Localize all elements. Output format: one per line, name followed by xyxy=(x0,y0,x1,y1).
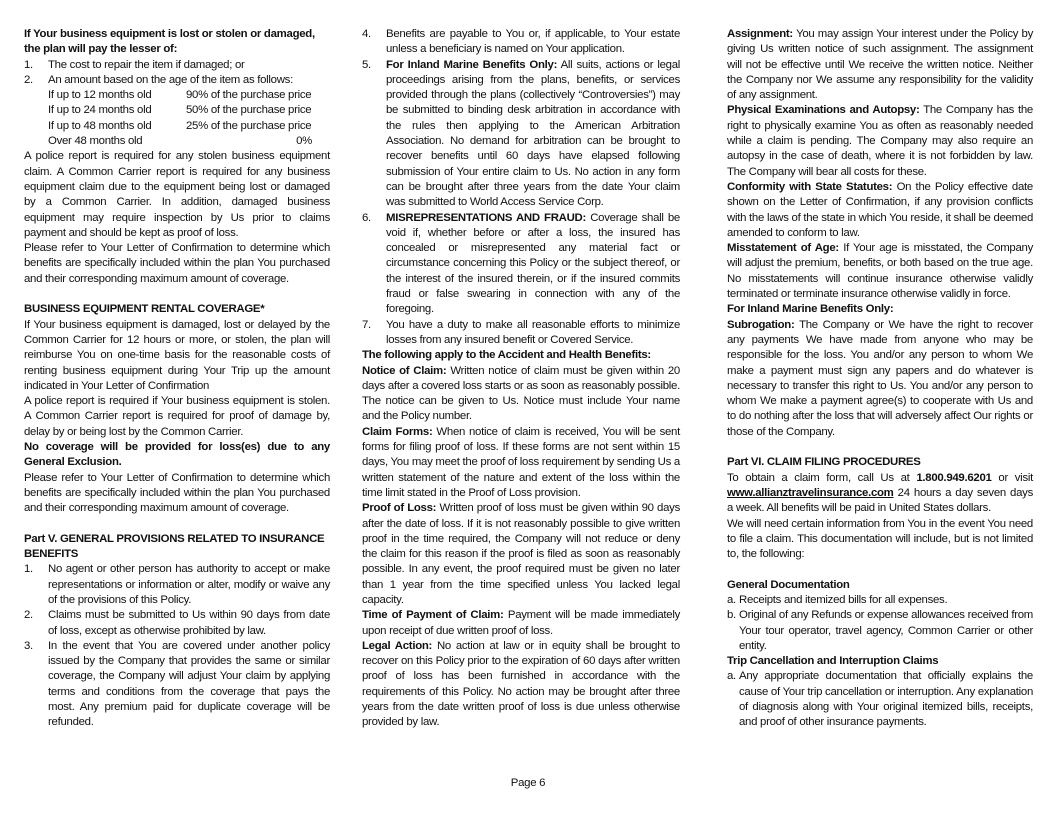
text-run: The Company has the right to physically examine You as often as reasonably needed while a claim is pending. The Company may also require an autopsy in the case of death, where it is not forbidden by law. The Company will bear all costs for these. xyxy=(727,104,1033,178)
paragraph xyxy=(362,501,680,608)
column-left xyxy=(24,27,330,731)
bold-text: For Inland Marine Benefits Only: xyxy=(386,58,558,71)
paragraph xyxy=(362,425,680,501)
text-run: You have a duty to make all reasonable efforts to minimize losses from any insured benefit or Covered Service. xyxy=(386,318,680,346)
paragraph xyxy=(727,103,1033,179)
text-run: Claims must be submitted to Us within 90 days from date of loss, except as otherwise prohibited by law. xyxy=(48,609,330,637)
age-cell: Over 48 months old xyxy=(48,135,143,148)
value-cell: 90% of the purchase price xyxy=(186,89,312,102)
list-item-text xyxy=(739,608,1033,654)
list-marker: 4. xyxy=(362,28,371,40)
list-item xyxy=(362,27,680,58)
list-item xyxy=(24,639,330,731)
text-run: When notice of claim is received, You will be sent forms for filing proof of loss. If these forms are not sent within 15 days, You may meet the proof of loss requirement by sending Us a written statement of the nature and extent of the loss within the time limit stated in the Proof of Loss provision. xyxy=(362,425,680,499)
page-number: Page 6 xyxy=(510,777,546,789)
text-run: The cost to repair the item if damaged; or xyxy=(48,58,245,71)
text-run: Written proof of loss must be given within 90 days after the date of loss. If it is not reasonably possible to give written proof in the time required, the Company will not reduce or deny the claim for this reason if the proof is filed as soon as reasonably possible. In any event, the proof required must be given no later than 1 year from the time specified unless You lacked legal capacity. xyxy=(362,502,681,606)
text-run: Receipts and itemized bills for all expenses. xyxy=(739,593,948,606)
column-right xyxy=(727,27,1033,731)
paragraph xyxy=(24,241,330,287)
paragraph xyxy=(727,318,1033,440)
section-heading: For Inland Marine Benefits Only: xyxy=(727,303,894,316)
text-run: If Your business equipment is damaged, lost or delayed by the Common Carrier for 12 hours or more, or stolen, the plan will reimburse You on one-time basis for the reasonable costs of renting business equipment during Your Trip up the amount indicated in Your Letter of Confirmation xyxy=(24,318,330,392)
paragraph xyxy=(727,241,1033,302)
paragraph xyxy=(24,394,330,440)
list-marker: 3. xyxy=(24,639,33,652)
list-item-text xyxy=(48,73,330,88)
paragraph xyxy=(24,440,330,471)
list-marker: 7. xyxy=(362,318,371,331)
paragraph xyxy=(24,471,330,517)
bold-text: Time of Payment of Claim: xyxy=(362,609,504,622)
text-run: Any appropriate documentation that officially explains the cause of Your trip cancellation or interruption. Any explanation of diagnosis along with Your original itemized bills, receipts, and proof of other insurance payments. xyxy=(739,670,1033,729)
bold-text: MISREPRESENTATIONS AND FRAUD: xyxy=(386,211,587,224)
age-cell: If up to 24 months old xyxy=(48,104,152,117)
paragraph xyxy=(727,517,1033,563)
text-run: Please refer to Your Letter of Confirmation to determine which benefits are specifically included within the plan You purchased and their corresponding maximum amount of coverage. xyxy=(24,471,330,515)
list-marker: a. xyxy=(727,670,736,683)
bold-text: Legal Action: xyxy=(362,639,433,652)
text-run: Please refer to Your Letter of Confirmation to determine which benefits are specifically included within the plan You purchased and their corresponding maximum amount of coverage. xyxy=(24,242,330,285)
text-run: You may assign Your interest under the Policy by giving Us written notice of such assignment. The assignment will not be effective until We receive the written notice. Neither the Company nor We assume any responsibility for the validity of any assignment. xyxy=(727,28,1033,102)
list-item xyxy=(24,73,330,88)
list-item xyxy=(362,211,680,318)
age-cell: If up to 12 months old xyxy=(48,89,152,102)
list-item xyxy=(727,669,1033,730)
bold-text: No coverage will be provided for loss(es) due to any General Exclusion. xyxy=(24,441,330,469)
bold-text: Assignment: xyxy=(727,28,793,40)
paragraph xyxy=(727,27,1033,103)
text-run: or visit xyxy=(991,471,1033,484)
bold-text: Notice of Claim: xyxy=(362,364,447,377)
text-run: The Company or We have the right to recover any payments We have made from anyone who may be responsible for the loss. You and/or any person to whom We make a payment must sign any papers and do whatever is necessary to transfer this right to Us. You and/or any person to whom We make a payment agree(s) to cooperate with Us and to do nothing after the loss that will adversely affect Our rights or those of the Company. xyxy=(727,318,1033,438)
list-item-text xyxy=(48,562,330,608)
section-heading: General Documentation xyxy=(727,578,850,591)
text-run: On the Policy effective date shown on the Letter of Confirmation, if any provision conflicts with the laws of the state in which You reside, it shall be deemed amended to conform to law. xyxy=(727,180,1033,239)
numbered-list xyxy=(24,58,330,89)
list-marker: a. xyxy=(727,593,736,606)
text-run: No action at law or in equity shall be brought to recover on this Policy prior to the expiration of 60 days after written proof of loss has been furnished in accordance with the requirements of this Policy. No action may be brought after three years from the date written proof of loss is due unless otherwise provided by law. xyxy=(362,639,680,729)
list-marker: 1. xyxy=(24,58,33,71)
list-marker: 2. xyxy=(24,73,33,86)
text-run: Payment will be made immediately upon receipt of due written proof of loss. xyxy=(362,609,680,637)
paragraph xyxy=(362,364,680,425)
list-item-text xyxy=(386,58,680,211)
list-item xyxy=(24,608,330,639)
value-cell: 25% of the purchase price xyxy=(186,119,312,132)
list-item-text xyxy=(48,608,330,639)
lettered-list xyxy=(727,593,1033,654)
bold-text: Claim Forms: xyxy=(362,425,433,438)
text-run: Benefits are payable to You or, if applicable, to Your estate unless a beneficiary is named on Your application. xyxy=(386,28,680,56)
bold-text: Physical Examinations and Autopsy: xyxy=(727,104,920,117)
bold-text: Misstatement of Age: xyxy=(727,242,839,255)
text-run: An amount based on the age of the item as follows: xyxy=(48,73,293,86)
text-run: We will need certain information from You in the event You need to file a claim. This documentation will include, but is not limited to, the following: xyxy=(727,517,1033,561)
text-run: Coverage shall be void if, whether before or after a loss, the insured has concealed or misrepresented any material fact or circumstance concerning this Policy or the subject thereof, or the interest of the insured therein, or if the insured commits fraud or false swearing in connection with any of the foregoing. xyxy=(386,211,680,316)
paragraph xyxy=(24,149,330,241)
age-depreciation-table xyxy=(24,88,330,149)
paragraph xyxy=(362,608,680,639)
text-run: 24 hours a day seven days a week. All benefits will be paid in United States dollars. xyxy=(727,486,1033,515)
text-run: If Your age is misstated, the Company will adjust the premium, benefits, or both based on the true age. No misstatements will continue insurance otherwise validly terminated or terminate insurance otherwise validly in force. xyxy=(727,242,1033,301)
numbered-list xyxy=(24,562,330,730)
paragraph xyxy=(362,639,680,731)
text-run: To obtain a claim form, call Us at xyxy=(727,471,917,484)
list-item-text xyxy=(386,318,680,349)
bold-text: 1.800.949.6201 xyxy=(916,471,992,484)
paragraph xyxy=(727,180,1033,241)
text-run: A police report is required for any stolen business equipment claim. A Common Carrier report is required for any business equipment claim due to the equipment being lost or damaged by a Common Carrier. In addition, damaged business equipment may require inspection by Us prior to claims payment and should be kept as proof of loss. xyxy=(24,150,330,239)
list-item-text xyxy=(739,593,1033,608)
list-item xyxy=(24,562,330,608)
list-marker: 1. xyxy=(24,563,33,576)
bold-text: Proof of Loss: xyxy=(362,502,437,515)
text-run: Original of any Refunds or expense allowances received from Your tour operator, travel agency, Common Carrier or other entity. xyxy=(739,609,1033,652)
text-run: A police report is required if Your business equipment is stolen. A Common Carrier report is required for proof of damage by, delay by or being lost by the Common Carrier. xyxy=(24,395,330,438)
column-middle xyxy=(362,27,680,731)
value-cell: 0% xyxy=(296,135,312,148)
list-item xyxy=(24,58,330,73)
bold-text: Conformity with State Statutes: xyxy=(727,180,893,193)
table-row xyxy=(24,103,330,118)
table-row xyxy=(24,119,330,134)
list-item-text xyxy=(386,211,680,318)
list-item xyxy=(727,593,1033,608)
list-item xyxy=(362,318,680,349)
list-item-text xyxy=(739,669,1033,730)
list-marker: 6. xyxy=(362,211,371,224)
list-item xyxy=(727,608,1033,654)
table-row xyxy=(24,134,330,149)
list-item-text xyxy=(48,639,330,731)
list-marker: 5. xyxy=(362,58,371,71)
section-heading: Trip Cancellation and Interruption Claims xyxy=(727,655,939,668)
list-item-text xyxy=(386,27,680,58)
section-heading: Part V. GENERAL PROVISIONS RELATED TO INSURANCE BENEFITS xyxy=(24,532,325,561)
text-run: All suits, actions or legal proceedings arising from the plans, benefits, or services provided through the plans (collectively “Controversies”) may be submitted to binding desk arbitration in accordance with the rules then applying to the American Arbitration Association. No demand for arbitration can be brought to recover benefits until 60 days have elapsed following submission of Your entire claim to Us. No action in any form can be brought after three years from the date Your claim was submitted to World Access Service Corp. xyxy=(386,58,680,209)
lettered-list xyxy=(727,669,1033,730)
list-item-text xyxy=(48,58,330,73)
list-marker: b. xyxy=(727,609,736,622)
paragraph xyxy=(727,471,1033,517)
section-heading: BUSINESS EQUIPMENT RENTAL COVERAGE* xyxy=(24,303,265,316)
table-row xyxy=(24,88,330,103)
bold-text: Subrogation: xyxy=(727,318,795,331)
section-heading: If Your business equipment is lost or stolen or damaged, the plan will pay the lesser of: xyxy=(24,28,315,56)
list-marker: 2. xyxy=(24,609,33,622)
text-run: In the event that You are covered under another policy issued by the Company that provides the same or similar coverage, the Company will adjust Your claim by applying terms and conditions from the coverage that pays the most. Any premium paid for duplicate coverage will be refunded. xyxy=(48,639,330,729)
text-run: No agent or other person has authority to accept or make representations or information or alter, modify or waive any of the provisions of this Policy. xyxy=(48,563,330,606)
paragraph xyxy=(24,318,330,394)
numbered-list xyxy=(362,27,680,348)
list-item xyxy=(362,58,680,211)
text-run: Written notice of claim must be given within 20 days after a covered loss starts or as soon as reasonably possible. The notice can be given to Us. Notice must include Your name and the Policy number. xyxy=(362,364,680,423)
value-cell: 50% of the purchase price xyxy=(186,104,312,117)
website-link[interactable]: www.allianztravelinsurance.com xyxy=(727,486,894,499)
section-heading: Part VI. CLAIM FILING PROCEDURES xyxy=(727,456,921,469)
age-cell: If up to 48 months old xyxy=(48,119,152,132)
section-heading: The following apply to the Accident and Health Benefits: xyxy=(362,349,651,362)
